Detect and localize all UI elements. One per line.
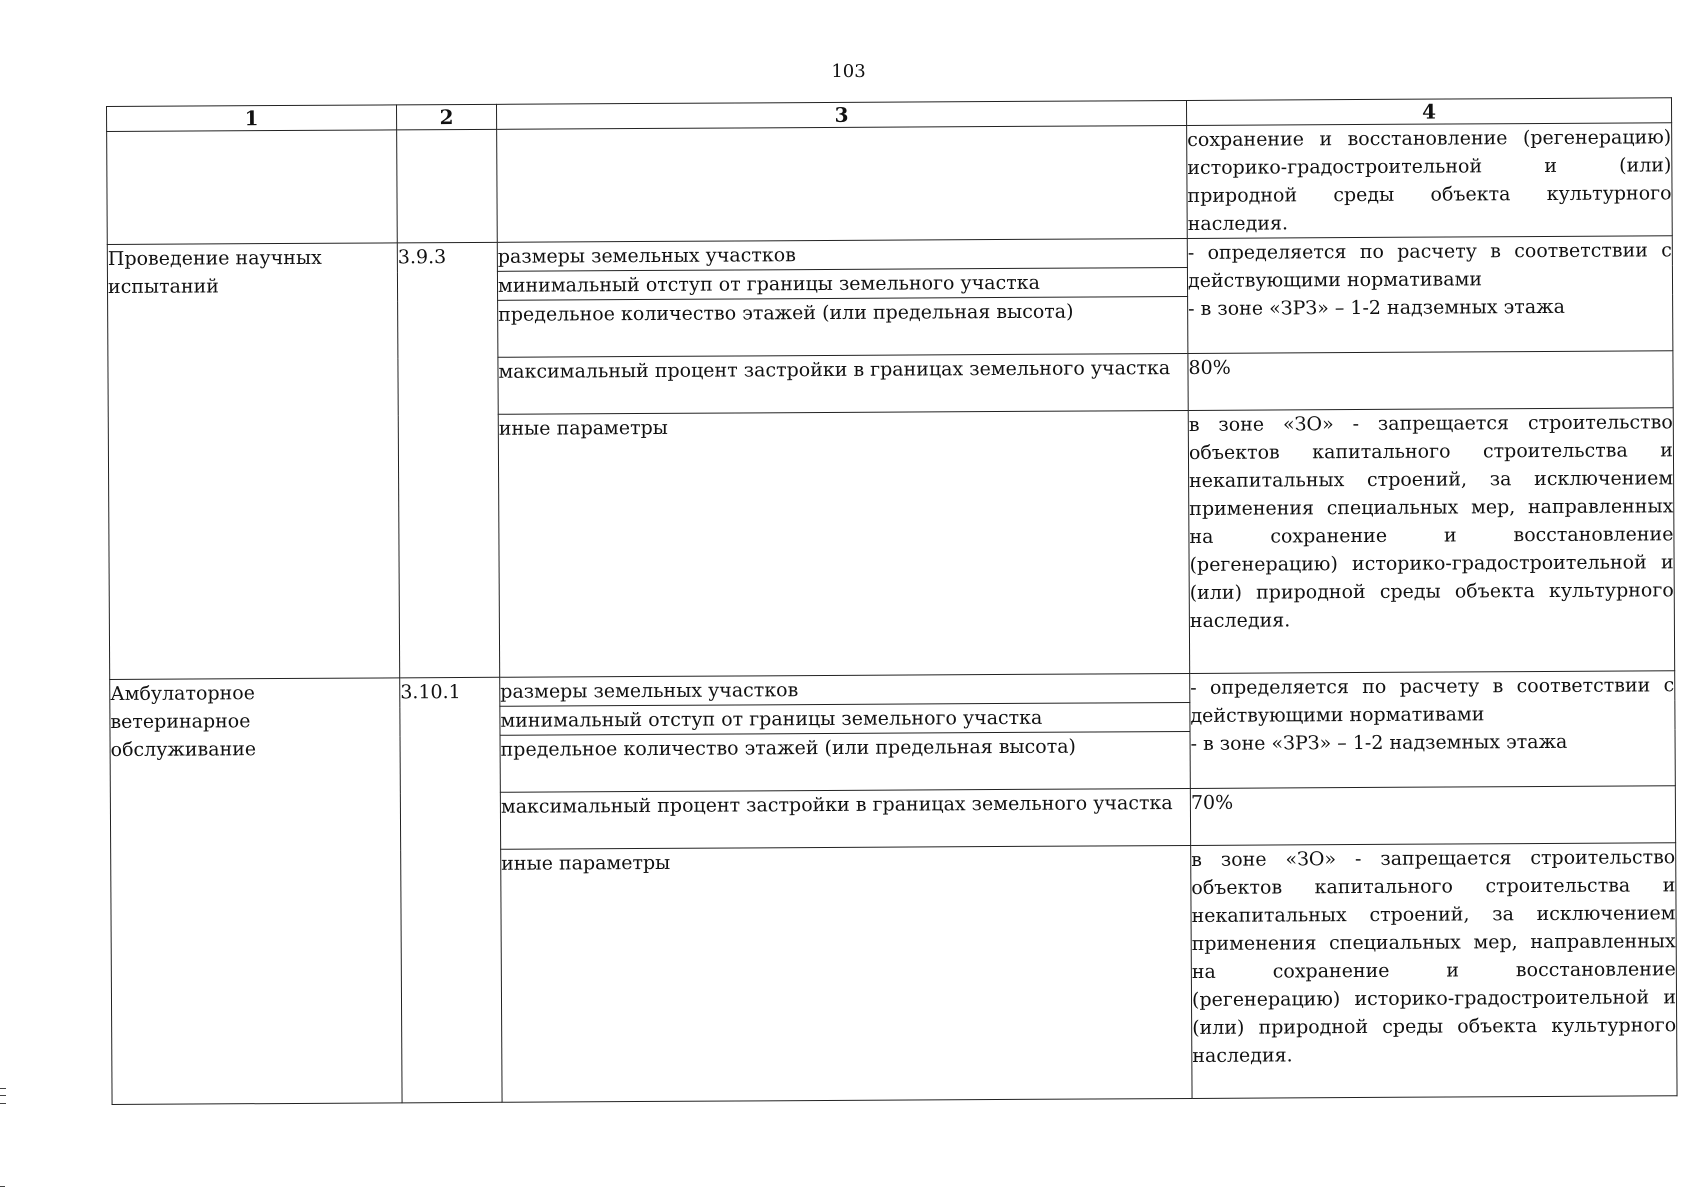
use-type-name: Проведение научных испытаний [107,243,399,680]
norms-cell [1190,671,1676,789]
column-header-2: 2 [396,104,496,130]
norms-text: - определяется по расчету в соответствии с действующими нормативами [1190,674,1675,727]
column-header-4: 4 [1186,98,1671,126]
param-coverage: максимальный процент застройки в границах земельного участка [498,353,1188,414]
empty-cell [497,125,1188,242]
floors-note: - в зоне «ЗРЗ» – 1-2 надземных этажа [1188,295,1565,320]
continuation-text-cell: сохранение и восстановление (регенерацию) историко-градостроительной и (или) природной среды объекта культурного наследия. [1187,123,1673,239]
coverage-value: 80% [1188,351,1673,411]
use-type-code: 3.10.1 [400,677,502,1103]
param-other: иные параметры [498,410,1189,677]
column-header-3: 3 [496,100,1186,129]
norms-text: - определяется по расчету в соответствии с действующими нормативами [1187,239,1672,292]
empty-cell [397,129,498,243]
param-coverage: максимальный процент застройки в границах земельного участка [500,788,1190,849]
param-sizes: размеры земельных участков [500,673,1190,706]
coverage-value: 70% [1190,786,1675,846]
param-other: иные параметры [501,845,1192,1102]
norms-cell [1187,236,1673,354]
page-number: 103 [831,61,866,82]
scan-edge-mark [0,1088,6,1104]
use-type-code: 3.9.3 [397,242,499,678]
floors-note: - в зоне «ЗРЗ» – 1-2 надземных этажа [1190,730,1568,755]
other-value: в зоне «ЗО» - запрещается строительство объектов капитального строительства и некапитальных строений, за исключением применения специальных мер, направленных на сохранение и восстановление (регенерацию) историко-градостроительной и (или) природной среды объекта культурного наследия. [1191,843,1677,1099]
param-setback: минимальный отступ от границы земельного участка [500,702,1190,735]
other-value: в зоне «ЗО» - запрещается строительство объектов капитального строительства и некапитальных строений, за исключением применения специальных мер, направленных на сохранение и восстановление (регенерацию) историко-градостроительной и (или) природной среды объекта культурного наследия. [1188,408,1674,674]
scan-edge-tick [0,1186,5,1187]
param-setback: минимальный отступ от границы земельного участка [497,267,1187,300]
table-row-continuation [107,123,1673,245]
empty-cell [107,130,398,245]
regulations-table [106,97,1678,1105]
use-type-name: Амбулаторное ветеринарное обслуживание [110,678,402,1105]
param-floors: предельное количество этажей (или предельная высота) [498,296,1188,357]
param-floors: предельное количество этажей (или предельная высота) [500,731,1190,792]
param-sizes: размеры земельных участков [497,238,1187,271]
column-header-1: 1 [107,105,397,132]
